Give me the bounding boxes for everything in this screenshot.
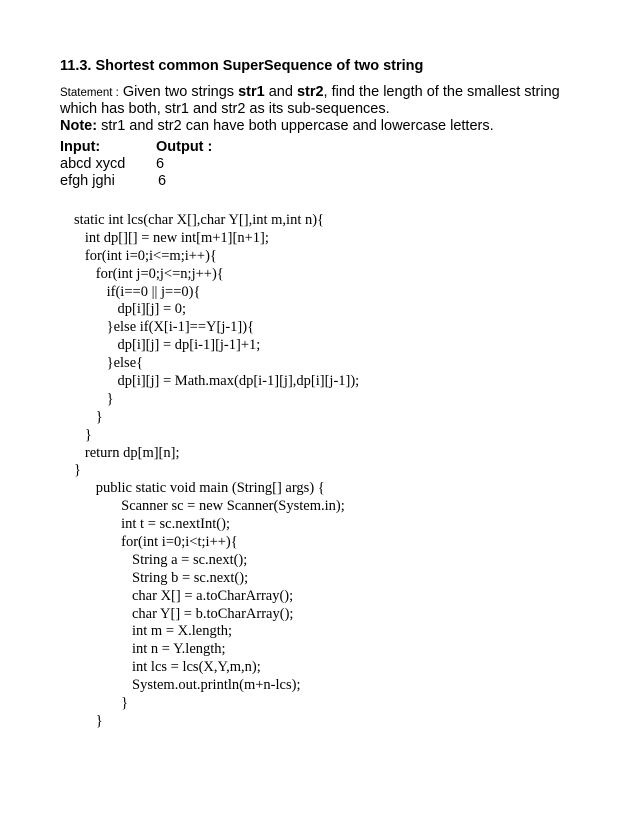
code-line: for(int i=0;i<t;i++){ xyxy=(74,534,238,551)
code-line: String a = sc.next(); xyxy=(74,551,248,568)
str2-term: str2 xyxy=(296,84,324,100)
output-row-2: 6 xyxy=(158,173,167,189)
input-header: Input: xyxy=(60,139,101,155)
code-line: int n = Y.length; xyxy=(74,641,226,658)
output-header: Output : xyxy=(156,139,213,155)
code-line: char X[] = a.toCharArray(); xyxy=(74,587,294,604)
code-line: String b = sc.next(); xyxy=(74,569,249,586)
code-line: public static void main (String[] args) { xyxy=(74,480,325,497)
code-block xyxy=(74,212,359,731)
statement-text-2: and xyxy=(264,84,297,100)
code-line: } xyxy=(74,695,129,712)
str1-term: str1 xyxy=(238,84,265,100)
code-line: } xyxy=(74,462,81,479)
code-line: int lcs = lcs(X,Y,m,n); xyxy=(74,659,261,676)
code-line: } xyxy=(74,712,103,729)
code-line: for(int j=0;j<=n;j++){ xyxy=(74,265,224,282)
code-line: int t = sc.nextInt(); xyxy=(74,516,230,533)
input-row-1: abcd xycd xyxy=(60,156,126,172)
code-line: } xyxy=(74,390,114,407)
statement-text-1: Given two strings xyxy=(118,84,239,100)
code-line: static int lcs(char X[],char Y[],int m,int n){ xyxy=(74,212,325,228)
statement-text-3: , find the length of the smallest string xyxy=(323,84,560,100)
code-line: char Y[] = b.toCharArray(); xyxy=(74,605,294,622)
code-line: dp[i][j] = 0; xyxy=(74,301,187,318)
section-title: 11.3. Shortest common SuperSequence of two string xyxy=(60,58,424,74)
note-line xyxy=(60,118,494,135)
statement-label: Statement : xyxy=(60,87,119,99)
note-text: str1 and str2 can have both uppercase and lowercase letters. xyxy=(97,118,494,134)
code-line: System.out.println(m+n-lcs); xyxy=(74,677,301,694)
code-line: Scanner sc = new Scanner(System.in); xyxy=(74,498,345,515)
statement-line-1 xyxy=(60,84,560,102)
code-line: int dp[][] = new int[m+1][n+1]; xyxy=(74,229,269,246)
code-line: for(int i=0;i<=m;i++){ xyxy=(74,247,217,264)
input-row-2: efgh jghi xyxy=(60,173,115,189)
code-line: dp[i][j] = Math.max(dp[i-1][j],dp[i][j-1]); xyxy=(74,373,360,390)
output-row-1: 6 xyxy=(156,156,165,172)
code-line: } xyxy=(74,426,92,443)
code-line: dp[i][j] = dp[i-1][j-1]+1; xyxy=(74,337,261,354)
note-label: Note: xyxy=(60,118,98,134)
code-line: }else{ xyxy=(74,355,144,372)
statement-line-2: which has both, str1 and str2 as its sub-sequences. xyxy=(60,101,390,117)
code-line: if(i==0 || j==0){ xyxy=(74,283,201,300)
code-line: }else if(X[i-1]==Y[j-1]){ xyxy=(74,319,255,336)
code-line: } xyxy=(74,408,103,425)
code-line: int m = X.length; xyxy=(74,623,233,640)
code-line: return dp[m][n]; xyxy=(74,444,180,461)
